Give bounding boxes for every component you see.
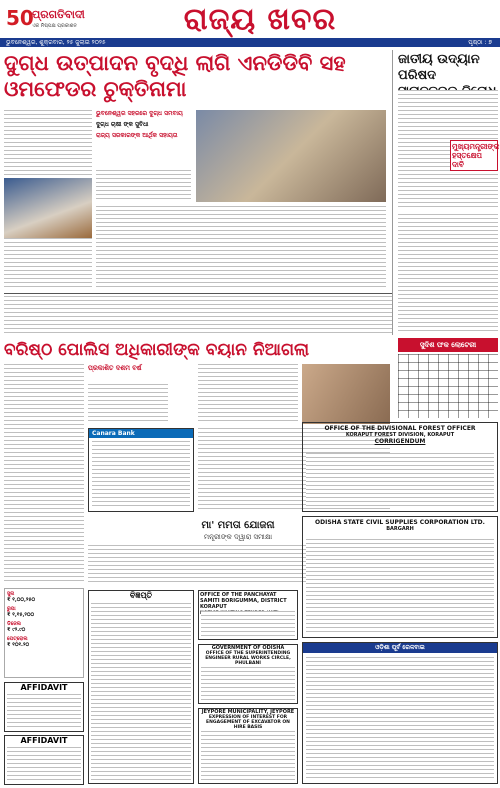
govt-title: GOVERNMENT OF ODISHA	[211, 645, 285, 651]
forest-office-ad	[302, 422, 498, 512]
market-petrol-price: ₹ ୧୦୧.୨୦	[7, 642, 30, 648]
railway-title: ଓଡ଼ିଶା ପୂର୍ବ ରେଳବାଇ	[303, 643, 497, 653]
market-gold-label: ସୁନା	[7, 591, 15, 597]
affidavit-title-1: AFFIDAVIT	[20, 683, 68, 692]
lead-body-column-2	[96, 170, 191, 200]
corrigendum-title: CORRIGENDUM	[374, 438, 426, 445]
lead-inset-photo	[4, 178, 92, 238]
highlight-2: ଦୁଗ୍ଧ ଚାଷୀ ଙ୍କ ସୁବିଧା	[96, 121, 149, 128]
se-title: OFFICE OF THE SUPERINTENDING ENGINEER RURAL WORKS CIRCLE, PHULBANI	[205, 651, 291, 666]
jeypore-eoi-ad	[198, 708, 298, 784]
logo-subtitle: ଏକ ନିଷ୍ପକ୍ଷ ପ୍ରକାଶନ	[32, 23, 77, 29]
market-silver-label: ରୁପା	[7, 606, 16, 612]
newspaper-logo	[6, 6, 126, 32]
second-body	[4, 364, 84, 584]
highlight-1: ଭୁବନେଶ୍ୱର ସହରରେ ଦୁଗ୍ଧ ସମବାୟ	[96, 110, 183, 117]
affidavit-ad-1	[4, 682, 84, 732]
notice-title: ବିଜ୍ଞପ୍ତି	[129, 591, 153, 600]
supplies-subtitle: BARGARH	[386, 526, 414, 532]
date-line: ଭୁବନେଶ୍ୱର, ଶୁକ୍ରବାର, ୨୫ ଜୁଲାଇ ୨୦୨୫	[6, 39, 106, 46]
forest-subtitle: KORAPUT FOREST DIVISION, KORAPUT	[345, 432, 455, 438]
date-bar	[0, 38, 500, 47]
panchayat-tender-ad	[198, 590, 298, 640]
lead-highlights	[96, 110, 191, 165]
lottery-table	[398, 354, 498, 418]
side-story-pull-quote: ମୁଖ୍ୟମନ୍ତ୍ରୀଙ୍କ ହସ୍ତକ୍ଷେପ ଦାବି	[452, 142, 500, 169]
canara-bank-name: Canara Bank	[89, 429, 193, 438]
center-body	[198, 364, 298, 424]
forest-title: OFFICE OF THE DIVISIONAL FOREST OFFICER	[324, 425, 476, 432]
second-headline: ବରିଷ୍ଠ ପୋଲିସ ଅଧିକାରୀଙ୍କ ବୟାନ ନିଆଗଲା	[4, 340, 310, 360]
se-tender-ad	[198, 644, 298, 704]
side-story-headline: ଜାତୀୟ ଉଦ୍ୟାନ ପରିଷଦ	[398, 52, 480, 83]
canara-bank-ad	[88, 428, 194, 512]
side-story-body-2	[398, 214, 498, 334]
logo-number: 50	[6, 6, 34, 30]
lead-photo	[196, 110, 386, 202]
jeypore-title: JEYPORE MUNICIPALITY, JEYPORE	[201, 709, 295, 715]
lead-headline: ଦୁଗ୍ଧ ଉତ୍ପାଦନ ବୃଦ୍ଧି ଲାଗି ଏନଡିଡିବି ସହ ଓମଫେଡର ଚୁକ୍ତିନାମା	[4, 51, 346, 101]
section-title: ରାଜ୍ୟ ଖବର	[183, 2, 337, 37]
market-petrol-label: ପେଟ୍ରୋଲ	[7, 636, 28, 642]
section-divider	[4, 293, 392, 294]
market-silver-price: ₹ ୧,୧୫,୨୦୦	[7, 612, 35, 618]
affidavit-ad-2	[4, 735, 84, 785]
page-number: ପୃଷ୍ଠା : ୭	[468, 39, 492, 46]
market-diesel-price: ₹ ୯୨.୯୦	[7, 627, 26, 633]
market-box	[4, 588, 84, 678]
market-diesel-label: ଡିଜେଲ	[7, 621, 22, 627]
panchayat-title: OFFICE OF THE PANCHAYAT SAMITI BORIGUMMA, DISTRICT KORAPUT	[200, 592, 287, 610]
lead-body-bottom	[96, 206, 386, 290]
jeypore-subtitle: EXPRESSION OF INTEREST FOR ENGAGEMENT OF EXCAVATOR ON HIRE BASIS	[206, 715, 290, 730]
second-body-2	[88, 384, 168, 424]
ma-mamata-headline: ମା' ମମତା ଯୋଜନା	[201, 520, 275, 531]
ma-mamata-sub: ମନ୍ତ୍ରୀଙ୍କ ଦ୍ୱାରା ସମୀକ୍ଷା	[203, 533, 273, 541]
center-photo	[302, 364, 390, 424]
logo-text: ପ୍ରଗତିବାଦୀ	[32, 8, 85, 21]
lottery-title: ସୁଦିଶ ଫକ ଲୋଟେରୀ	[398, 338, 498, 352]
market-gold-price: ₹ ୧,୦୦,୨୫୦	[7, 597, 36, 603]
middle-body	[4, 296, 392, 336]
highlight-3: ରାଜ୍ୟ ସରକାରଙ୍କ ଆର୍ଥିକ ସହାୟତା	[96, 132, 178, 139]
supplies-title: ODISHA STATE CIVIL SUPPLIES CORPORATION LTD.	[315, 519, 485, 526]
civil-supplies-ad	[302, 516, 498, 638]
affidavit-title-2: AFFIDAVIT	[20, 736, 68, 745]
second-subheadline: ପ୍ରକାଶିତ ଦଶମ ବର୍ଷ	[88, 364, 142, 372]
railway-ad	[302, 642, 498, 784]
column-divider	[392, 50, 393, 335]
notice-ad	[88, 590, 194, 784]
